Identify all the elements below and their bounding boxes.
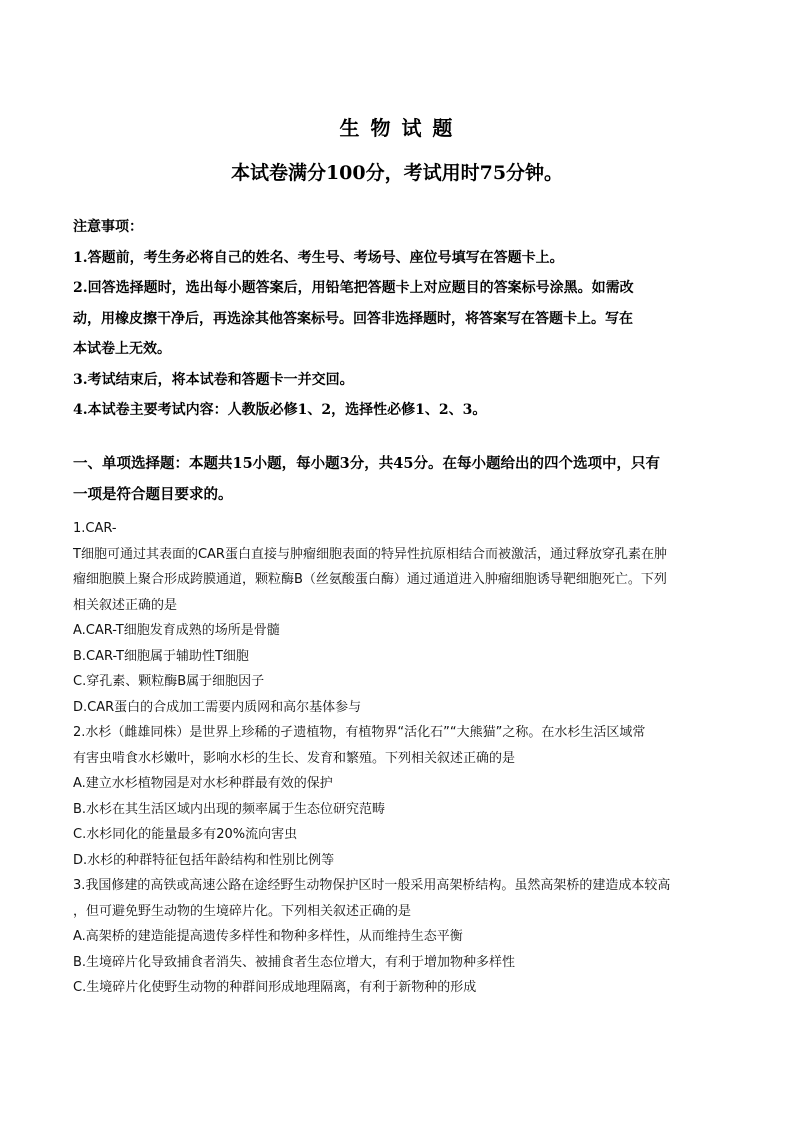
section-heading — [73, 448, 723, 510]
question-line: 瘤细胞膜上聚合形成跨膜通道，颗粒酶B（丝氨酸蛋白酶）通过通道进入肿瘤细胞诱导靶细胞死亡。下列 — [73, 572, 667, 587]
exam-subtitle: 本试卷满分100分，考试用时75分钟。 — [230, 162, 564, 184]
option-line: C.穿孔素、颗粒酶B属于细胞因子 — [73, 674, 265, 689]
option-line: A.建立水杉植物园是对水杉种群最有效的保护 — [73, 776, 333, 791]
section-line: 一项是符合题目要求的。 — [73, 486, 233, 503]
notice-line: 本试卷上无效。 — [73, 341, 171, 357]
option-line: C.生境碎片化使野生动物的种群间形成地理隔离，有利于新物种的形成 — [73, 980, 477, 995]
question-line: ，但可避免野生动物的生境碎片化。下列相关叙述正确的是 — [73, 903, 412, 919]
question-line: 2.水杉（雌雄同株）是世界上珍稀的孑遗植物，有植物界“活化石”“大熊猫”之称。在水杉生活区域常 — [73, 725, 646, 740]
option-line: D.CAR蛋白的合成加工需要内质网和高尔基体参与 — [73, 699, 362, 715]
option-line: A.CAR-T细胞发育成熟的场所是骨髓 — [73, 623, 280, 638]
question-line: 1.CAR- — [73, 521, 117, 536]
notice-line: 4.本试卷主要考试内容：人教版必修1、2，选择性必修1、2、3。 — [73, 402, 487, 418]
option-line: B.水杉在其生活区域内出现的频率属于生态位研究范畴 — [73, 801, 386, 817]
notice-line: 3.考试结束后，将本试卷和答题卡一并交回。 — [73, 371, 354, 388]
section-line: 一、单项选择题：本题共15小题，每小题3分，共45分。在每小题给出的四个选项中，只有 — [73, 455, 660, 472]
option-line: B.生境碎片化导致捕食者消失、被捕食者生态位增大，有利于增加物种多样性 — [73, 954, 516, 970]
option-line: C.水杉同化的能量最多有20%流向害虫 — [73, 827, 298, 842]
notice-heading: 注意事项： — [73, 219, 143, 235]
option-line: A.高架桥的建造能提高遗传多样性和物种多样性，从而维持生态平衡 — [73, 929, 463, 944]
option-line: B.CAR-T细胞属于辅助性T细胞 — [73, 648, 249, 664]
notice-block — [73, 212, 723, 426]
question-line: 有害虫啃食水杉嫩叶，影响水杉的生长、发育和繁殖。下列相关叙述正确的是 — [73, 750, 516, 766]
question-line: T细胞可通过其表面的CAR蛋白直接与肿瘤细胞表面的特异性抗原相结合而被激活，通过释放穿孔素在肿 — [73, 546, 667, 562]
exam-title: 生 物 试 题 — [339, 116, 455, 140]
question-list — [73, 516, 723, 1001]
notice-line: 2.回答选择题时，选出每小题答案后，用铅笔把答题卡上对应题目的答案标号涂黑。如需改 — [73, 280, 634, 296]
notice-line: 动，用橡皮擦干净后，再选涂其他答案标号。回答非选择题时，将答案写在答题卡上。写在 — [73, 310, 633, 327]
option-line: D.水杉的种群特征包括年龄结构和性别比例等 — [73, 852, 335, 868]
question-line: 3.我国修建的高铁或高速公路在途经野生动物保护区时一般采用高架桥结构。虽然高架桥的建造成本较高 — [73, 878, 671, 893]
question-line: 相关叙述正确的是 — [73, 597, 178, 613]
notice-line: 1.答题前，考生务必将自己的姓名、考生号、考场号、座位号填写在答题卡上。 — [73, 249, 564, 266]
